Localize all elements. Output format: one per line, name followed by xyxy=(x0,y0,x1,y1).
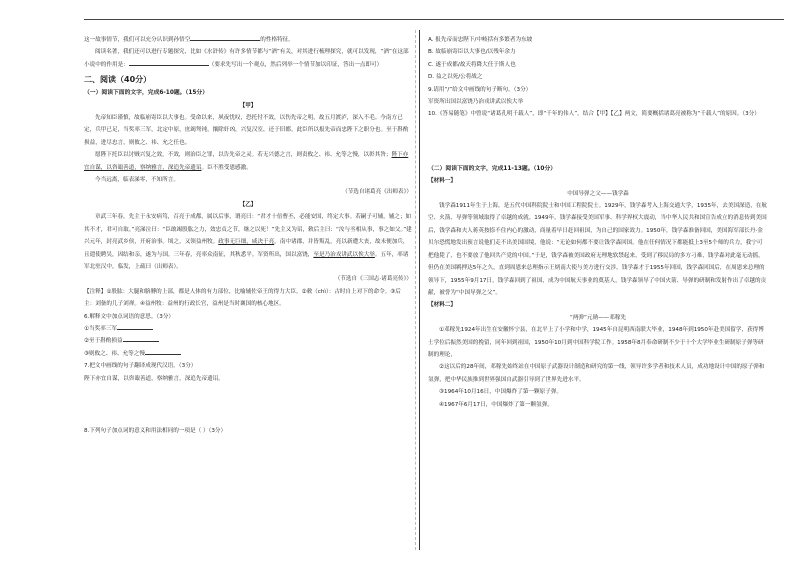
part2-heading: （二）阅读下面的文字，完成11-13题。（10分） xyxy=(428,165,557,172)
material-2-p4: ④1967年6月17日，中国爆炸了第一颗氢弹。 xyxy=(439,401,553,408)
passage-yi-label: 【乙】 xyxy=(239,201,257,208)
question-7: 7.把文中画线的句子翻译成现代汉语。（3分） xyxy=(84,363,197,370)
intro-paragraph-2: 阅读名著，我们还可以进行专题探究，比如《水浒传》有许多情节都与“酒”有关，对其进行梳理探究，就可以发现，“酒”在这部小说中的作用是： （要求先写出一个观点，然后列举一个情节加以印证，答出一点即可） xyxy=(84,49,409,68)
passage-jia-p2: 愿陛下托臣以讨贼兴复之效，不效，则治臣之罪，以告先帝之灵。若无兴德之言，则责攸之、祎、允等之慢，以彰其咎；陛下亦宜自谋，以咨诹善道，察纳雅言，深追先帝遗诏。臣不胜受恩感激。 xyxy=(84,152,409,171)
option-c: C. 遂于成都/故天将降大任于斯人也 xyxy=(428,61,516,68)
binding-line xyxy=(415,30,416,550)
question-6a: ①当奖率三军 xyxy=(84,323,412,335)
passage-yi-p1: 章武三年春，先主于永安病笃，召亮于成都，属以后事，谓亮曰：“君才十倍曹丕，必能安国，终定大事。若嗣子可辅，辅之；如其不才，君可自取。”亮涕泣曰：“臣敢竭股肱之力，效忠贞之节，继之以死！”先主又为诏，敕后主曰：“汝与丞相从事，事之如父。”建兴元年，封亮武乡侯，开府治事。顷之，又领益州牧。政事无巨细，咸决于亮。南中诸郡，并皆叛乱，亮以新遭大丧，故未便加兵，且遣使聘吴，因结和亲，遂为与国。三年春，亮率众南征，其秋悉平。军资所出，国以富饶，至是乃治戎讲武以俟大举。五年，率诸军北驻汉中，临发，上疏曰（出师表）。 xyxy=(84,214,412,270)
material-1-text: 钱学森1911年生于上海，是五代中国科院院士和中国工程院院士。1929年，钱学森考入上海交通大学，1935年，去美国深造，在航空、火箭、导弹等领域取得了卓越的成就。1949年，钱学森接受美国军事、科学界权大震动，当中华人民共和国宣告成立的消息传到美国后，钱学森和夫人蒋英按捺不住内心的激动，商量着早日赶回祖国，为自己的国家效力。1950年，钱学森准备回国，美国海军部长丹·金贝尔恐慌地发出预言说他们走不出美国国境，他说：“无论如何都不要让钱学森回国。他在任何情况下都能抵上3至5个师的兵力，我宁可把他毙了，也不要放了他回共产党的中国。”于是，钱学森被美国政府无理地软禁起来，受到了移民局的多方刁难，钱学森对此毫无动摇，但仍在美国羁押达5年之久，直到周恩来总理指示王炳南大使与美方进行交涉，钱学森才于1955年回国，钱学森回国后，在周恩来总理的领导下，1955年9月17日，钱学森回到了祖国，成为中国航天事业的奠基人，钱学森领导了中国火箭、导弹的研制和发射作出了卓越的贡献，被誉为“中国导弹之父”。 xyxy=(428,203,767,296)
passage-jia-p3: 今当远离，临表涕零，不知所言。 xyxy=(95,177,179,184)
passage-jia-source: （节选自诸葛亮《出师表》） xyxy=(342,189,412,196)
option-a: A. 报先帝而忠陛下/中岐括有多繁者为东坡 xyxy=(428,37,533,43)
material-1-title: 中国导弹之父——钱学森 xyxy=(567,190,629,197)
question-10: 10.《答易随笔》中曾说“诸葛孔明千载人”，即“千年的伟人”，结合【甲】【乙】两文，简要概括诸葛亮被称为“千载人”的原因。（3分） xyxy=(428,111,760,118)
question-8: 8.下列句子加点词的意义和用法相同的一项是（ ）（3分） xyxy=(84,427,227,434)
material-2-p1: ①邓稼先1924年出生在安徽怀宁县，在北平上了小学和中学，1945年自昆明西南联大毕业，1948年到1950年赴美国留学，获得博士学位后振然美国的挽留，同年回到祖国，1950年10月到中国科学院工作。1958年8月奉命研制不少于十个大学毕业生研制原子弹等研制的理论， xyxy=(428,327,764,358)
right-column xyxy=(428,34,768,411)
material-2-p3: ③1964年10月16日，中国爆炸了第一颗原子弹。 xyxy=(439,389,562,396)
question-6c: ③则攸之、祎、允等之慢 xyxy=(84,348,412,360)
left-column xyxy=(84,34,412,437)
intro-line-1: 这一故事情节，我们可以充分认识到孙悟空 的性格特征。 xyxy=(84,34,412,46)
passage-jia-p1: 先帝知臣谨慎，故临崩寄臣以大事也。受命以来，夙夜忧叹，恐托付不效，以伤先帝之明，故五月渡泸，深入不毛。今南方已定，兵甲已足，当奖率三军，北定中原，庶竭驽钝，攘除奸凶，兴复汉室，还于旧都。此臣所以报先帝而忠陛下之职分也。至于斟酌损益，进尽忠言，则攸之、祎、允之任也。 xyxy=(84,115,409,146)
material-2-p2: ②这以后的28年间，邓稼先始终站在中国原子武器设计制造和研究的第一线，领导许多学者和技术人员，成功地设计中国的原子弹和氢弹，把中华民族推到世界强国自武器引导到了世界先进水平。 xyxy=(428,364,765,383)
material-1-label: 【材料一】 xyxy=(428,178,456,185)
passage-yi-source: （节选自《三国志·诸葛亮传》） xyxy=(334,276,412,283)
question-9a: 军资所出国以富饶乃治戎讲武以俟大举 xyxy=(428,99,524,106)
question-6: 6.解释文中加点词语的意思。（3分） xyxy=(84,313,175,320)
option-d: D. 益之以死/公将战之 xyxy=(428,74,483,81)
question-6b: ②至于斟酌损益 xyxy=(84,335,412,347)
notes: 【注释】①股肱：大腿和胳膊的上部，都是人体的有力部位，比喻辅佐帝王的得力大臣。②敕（chì）：古时自上对下的命令。③后主：刘备的儿子刘禅。④益州牧：益州的行政长官，益州是当时襄国的核心地区。 xyxy=(84,288,401,308)
question-9: 9.请用“/”给文中画线的句子断句。（3分） xyxy=(428,86,532,93)
header-rule xyxy=(84,19,784,20)
section-heading: 二、阅读（40分） xyxy=(84,75,152,85)
column-divider xyxy=(419,30,420,550)
passage-jia-label: 【甲】 xyxy=(239,102,257,109)
material-2-title: “两弹”元勋——邓稼先 xyxy=(569,314,627,321)
part1-heading: （一）阅读下面的文字，完成6-10题。（15分） xyxy=(84,90,209,97)
option-b: B. 故临崩寄臣以大事也/以残年余力 xyxy=(428,49,516,56)
question-7a: 陛下亦宜自谋，以咨诹善道，察纳雅言，深追先帝遗诏。 xyxy=(84,375,224,382)
material-2-label: 【材料二】 xyxy=(428,302,456,309)
